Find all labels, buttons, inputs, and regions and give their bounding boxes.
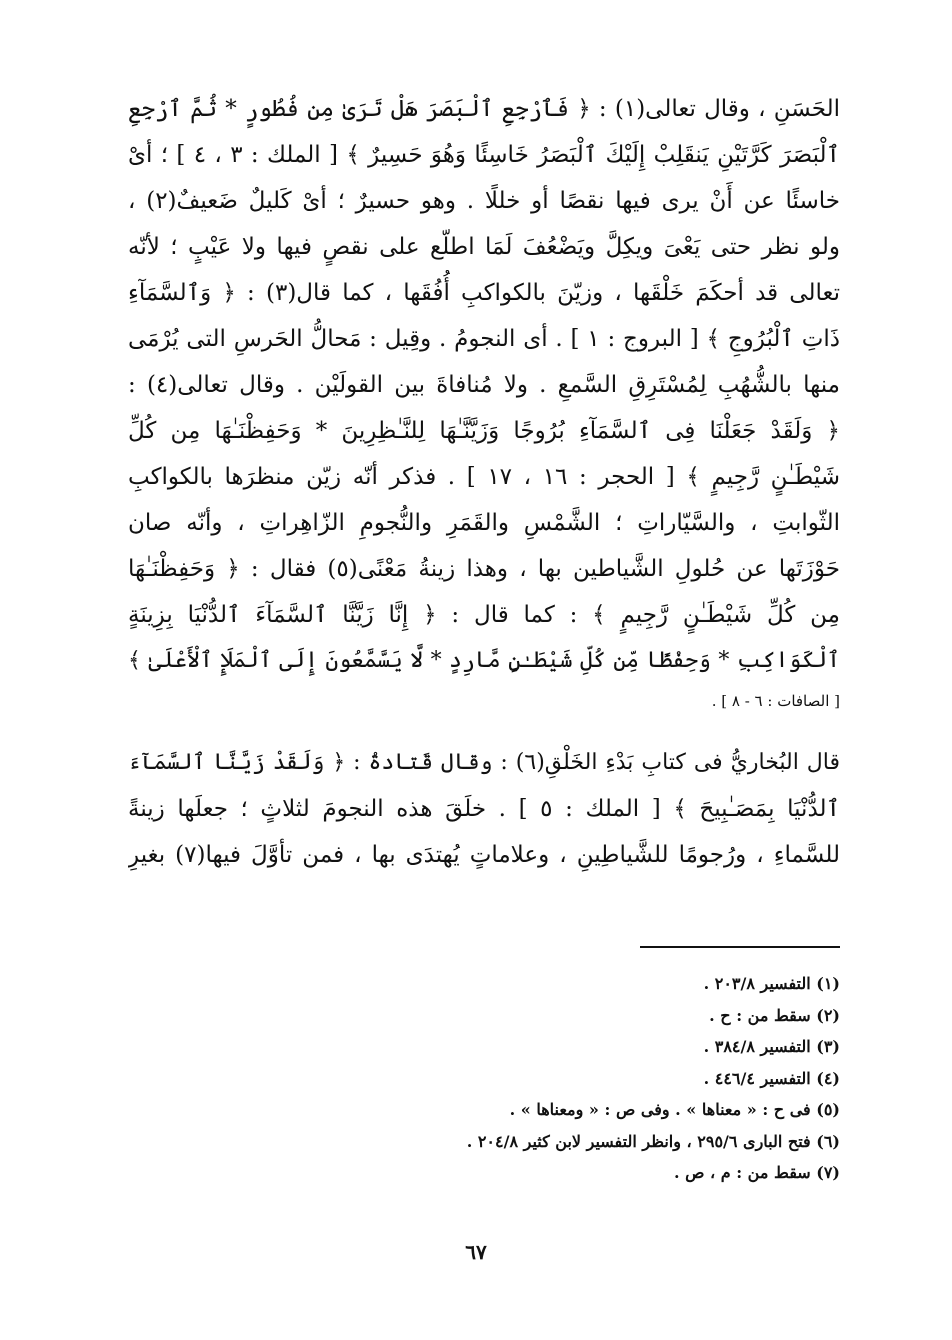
footnote: (٧) سقط من : م ، ص . <box>673 1163 840 1182</box>
text-line: ٱلدُّنْيَا بِمَصَـٰبِيحَ ﴾ [ الملك : ٥ ] . خلَقَ هذه النجومَ لثلاثٍ ؛ جعلَها زينةً <box>128 796 840 822</box>
text-line: ٱلْبَصَرَ كَرَّتَيْنِ يَنقَلِبْ إِلَيْكَ ٱلْبَصَرُ خَاسِئًا وَهُوَ حَسِيرٌ ﴾ [ الملك : ٣ ، ٤ ] ؛ أىْ <box>128 142 840 168</box>
footnote: (٢) سقط من : ح . <box>709 1005 840 1025</box>
footnotes <box>180 968 840 1189</box>
text-line: حَوْزَتَها عن حُلولِ الشَّياطين بها ، وهذا زينةُ مَعْنًى(٥) فقال : ﴿ وَحَفِظْنَـٰهَا <box>128 556 840 582</box>
text-line: للسَّماءِ ، ورُجومًا للشَّياطِينِ ، وعلاماتٍ يُهتدَى بها ، فمن تأوَّلَ فيها(٧) بغيرِ <box>128 842 840 868</box>
text-line: خاسئًا عن أَنْ يرى فيها نقصًا أو خللًا . وهو حسيرٌ ؛ أىْ كَليلٌ ضَعيفٌ(٢) ، <box>128 188 840 214</box>
text-line: ذَاتِ ٱلْبُرُوجِ ﴾ [ البروج : ١ ] . أى النجومُ . وقِيل : مَحالُّ الحَرسِ التى يُرْمَى <box>128 326 840 352</box>
footnote: (٥) فى ح : « معناها » . وفى ص : « ومعناها » . <box>509 1100 840 1119</box>
footnote: (١) التفسير ٢٠٣/٨ . <box>703 974 840 993</box>
text-line: ٱلْكَوَاكِبِ * وَحِفْظًا مِّن كُلِّ شَيْطَـٰنٍ مَّارِدٍ * لَّا يَسَّمَّعُونَ إِلَى ٱلْمَلَإِ ٱلْأَعْلَىٰ ﴾ <box>128 648 840 673</box>
text-line: منها بالشُّهُبِ لِمُسْتَرِقِ السَّمعِ . ولا مُنافاةَ بين القولَيْن . وقال تعالى(٤) : <box>128 372 840 398</box>
footnote-divider <box>640 946 840 948</box>
footnote: (٤) التفسير ٤٤٦/٤ . <box>703 1068 840 1088</box>
text-line: الحَسَنِ ، وقال تعالى(١) : ﴿ فَٱرْجِعِ ٱلْبَصَرَ هَلْ تَرَىٰ مِن فُطُورٍ * ثُمَّ ٱرْجِعِ <box>128 96 840 122</box>
main-text <box>128 86 840 878</box>
text-line: تعالى قد أحكَمَ خَلْقَها ، وزيّنَ بالكواكبِ أُفُقَها ، كما قال(٣) : ﴿ وَٱلسَّمَآءِ <box>128 280 840 306</box>
text-line: شَيْطَـٰنٍ رَّجِيمٍ ﴾ [ الحجر : ١٦ ، ١٧ ] . فذكر أنّه زيّن منظرَها بالكواكبِ <box>128 464 840 490</box>
text-line: مِن كُلِّ شَيْطَـٰنٍ رَّجِيمٍ ﴾ : كما قال : ﴿ إِنَّا زَيَّنَّا ٱلسَّمَآءَ ٱلدُّنْيَا بِزِينَةٍ <box>128 602 840 628</box>
text-line: قال البُخاريُّ فى كتابِ بَدْءِ الخَلْقِ(٦) : وقال قَتادةُ : ﴿ وَلَقَدْ زَيَّنَّا ٱلسَّمَآءَ <box>128 750 840 775</box>
verse-reference-line: [ الصافات : ٦ - ٨ ] . <box>711 692 840 710</box>
text-line: ولو نظر حتى يَعْىَ ويكِلَّ ويَضْعُفَ لَمَا اطلّع على نقصٍ فيها ولا عَيْبٍ ؛ لأنّه <box>128 234 840 260</box>
page-number: ٦٧ <box>465 1240 487 1264</box>
text-line: الثّوابتِ ، والسَّيّاراتِ ؛ الشَّمْسِ والقَمَرِ والنُّجومِ الزّاهِراتِ ، وأنّه صان <box>128 510 840 536</box>
paragraph-gap <box>128 718 840 740</box>
text-line: ﴿ وَلَقَدْ جَعَلْنَا فِى ٱلسَّمَآءِ بُرُوجًا وَزَيَّنَّـٰهَا لِلنَّـٰظِرِينَ * وَحَفِظْنَـٰهَا مِن كُلِّ <box>128 418 840 444</box>
footnote: (٦) فتح البارى ٢٩٥/٦ ، وانظر التفسير لابن كثير ٢٠٤/٨ . <box>466 1131 840 1151</box>
footnote: (٣) التفسير ٣٨٤/٨ . <box>703 1037 840 1056</box>
